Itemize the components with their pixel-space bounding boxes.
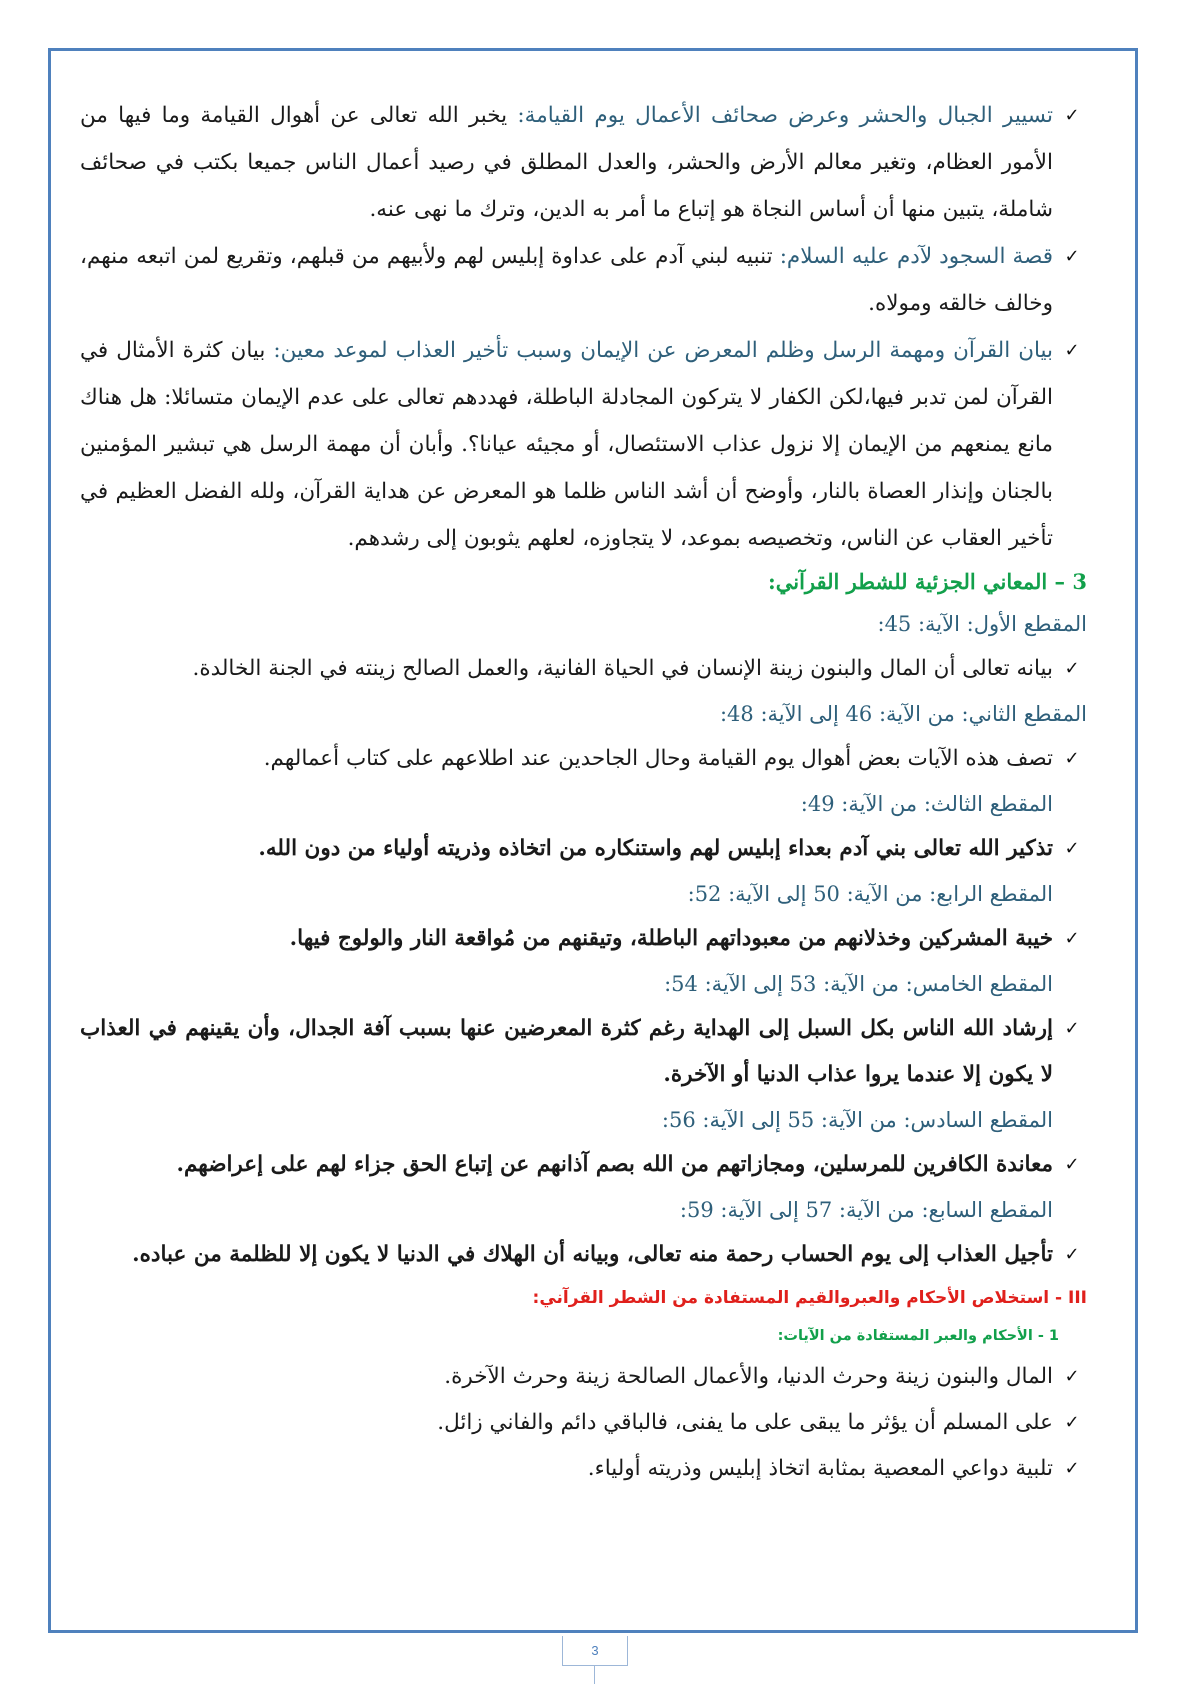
check-icon: ✓ bbox=[1064, 105, 1080, 126]
check-icon: ✓ bbox=[1064, 928, 1080, 949]
segment-item bbox=[80, 646, 1087, 692]
check-icon: ✓ bbox=[1064, 838, 1080, 859]
lesson-item bbox=[80, 1400, 1087, 1446]
segment-text: تذكير الله تعالى بني آدم بعداء إبليس لهم واستنكاره من اتخاذه وذريته أولياء من دون الله. bbox=[258, 836, 1053, 861]
check-icon: ✓ bbox=[1064, 246, 1080, 267]
segment-item bbox=[80, 1006, 1087, 1098]
item-body: تنبيه لبني آدم على عداوة إبليس لهم ولأبيهم من قبلهم، وتقريع لمن اتبعه منهم، وخالف خالقه ومولاه. bbox=[80, 244, 1053, 316]
list-item bbox=[80, 327, 1087, 562]
segment-label: المقطع الثالث: من الآية: 49: bbox=[800, 792, 1053, 816]
item-lead: بيان القرآن ومهمة الرسل وظلم المعرض عن الإيمان وسبب تأخير العذاب لموعد معين: bbox=[273, 338, 1053, 363]
page-number-connector bbox=[594, 1666, 595, 1684]
check-icon: ✓ bbox=[1064, 1018, 1080, 1039]
segment-text: تصف هذه الآيات بعض أهوال يوم القيامة وحال الجاحدين عند اطلاعهم على كتاب أعمالهم. bbox=[263, 746, 1053, 771]
lesson-text: على المسلم أن يؤثر ما يبقى على ما يفنى، فالباقي دائم والفاني زائل. bbox=[437, 1410, 1053, 1435]
item-body: يخبر الله تعالى عن أهوال القيامة وما فيها من الأمور العظام، وتغير معالم الأرض والحشر، والعدل المطلق في رصيد أعمال الناس جميعا بكتب في صحائف شاملة، يتبين منها أن أساس النجاة هو إتباع ما أمر به الدين، وترك ما نهى عنه. bbox=[80, 103, 1053, 222]
subsection-1-heading: 1 - الأحكام والعبر المستفادة من الآيات: bbox=[777, 1328, 1059, 1344]
page-content bbox=[80, 92, 1087, 1492]
item-body: بيان كثرة الأمثال في القرآن لمن تدبر فيها،لكن الكفار لا يتركون المجادلة الباطلة، فهددهم تعالى على عدم الإيمان متسائلا: هل هناك مانع يمنعهم من الإيمان إلا نزول عذاب الاستئصال، أو مجيئه عيانا؟. وأبان أن مهمة الرسل هي تبشير المؤمنين بالجنان وإنذار العصاة بالنار، وأوضح أن أشد الناس ظلما هو المعرض عن هداية القرآن، ولله الفضل العظيم في تأخير العقاب عن الناس، وتخصيصه بموعد، لا يتجاوزه، لعلهم يثوبون إلى رشدهم. bbox=[80, 338, 1053, 551]
lesson-item bbox=[80, 1354, 1087, 1400]
check-icon: ✓ bbox=[1064, 1154, 1080, 1175]
check-icon: ✓ bbox=[1064, 658, 1080, 679]
segment-text: معاندة الكافرين للمرسلين، ومجازاتهم من الله بصم آذانهم عن إتباع الحق جزاء لهم على إعراضهم. bbox=[176, 1152, 1053, 1177]
segment-label: المقطع الرابع: من الآية: 50 إلى الآية: 52: bbox=[687, 882, 1053, 906]
segment-item bbox=[80, 916, 1087, 962]
segment-text: تأجيل العذاب إلى يوم الحساب رحمة منه تعالى، وبيانه أن الهلاك في الدنيا لا يكون إلا للظلمة من عباده. bbox=[132, 1242, 1053, 1267]
section-3-heading: 3 – المعاني الجزئية للشطر القرآني: bbox=[767, 569, 1087, 594]
check-icon: ✓ bbox=[1064, 748, 1080, 769]
check-icon: ✓ bbox=[1064, 1412, 1080, 1433]
segment-text: إرشاد الله الناس بكل السبل إلى الهداية رغم كثرة المعرضين عنها بسبب آفة الجدال، وأن يقينهم في العذاب لا يكون إلا عندما يروا عذاب الدنيا أو الآخرة. bbox=[80, 1016, 1053, 1087]
segment-label: المقطع الثاني: من الآية: 46 إلى الآية: 48: bbox=[719, 702, 1087, 726]
check-icon: ✓ bbox=[1064, 1458, 1080, 1479]
lesson-text: تلبية دواعي المعصية بمثابة اتخاذ إبليس وذريته أولياء. bbox=[587, 1456, 1053, 1481]
segment-item bbox=[80, 1142, 1087, 1188]
lesson-text: المال والبنون زينة وحرث الدنيا، والأعمال الصالحة زينة وحرث الآخرة. bbox=[444, 1364, 1053, 1389]
section-iii-heading: III - استخلاص الأحكام والعبروالقيم المستفادة من الشطر القرآني: bbox=[532, 1288, 1087, 1308]
list-item bbox=[80, 233, 1087, 327]
lesson-item bbox=[80, 1446, 1087, 1492]
check-icon: ✓ bbox=[1064, 1244, 1080, 1265]
segment-text: خيبة المشركين وخذلانهم من معبوداتهم الباطلة، وتيقنهم من مُواقعة النار والولوج فيها. bbox=[289, 926, 1053, 951]
segment-text: بيانه تعالى أن المال والبنون زينة الإنسان في الحياة الفانية، والعمل الصالح زينته في الجنة الخالدة. bbox=[192, 656, 1053, 681]
segment-item bbox=[80, 826, 1087, 872]
segment-label: المقطع السادس: من الآية: 55 إلى الآية: 56: bbox=[661, 1108, 1053, 1132]
check-icon: ✓ bbox=[1064, 1366, 1080, 1387]
segment-label: المقطع الأول: الآية: 45: bbox=[877, 612, 1087, 636]
page-number: 3 bbox=[562, 1636, 628, 1666]
list-item bbox=[80, 92, 1087, 233]
segment-label: المقطع الخامس: من الآية: 53 إلى الآية: 54: bbox=[664, 972, 1053, 996]
item-lead: قصة السجود لآدم عليه السلام: bbox=[779, 244, 1053, 269]
segment-item bbox=[80, 736, 1087, 782]
segment-label: المقطع السابع: من الآية: 57 إلى الآية: 59: bbox=[679, 1198, 1053, 1222]
item-lead: تسيير الجبال والحشر وعرض صحائف الأعمال يوم القيامة: bbox=[517, 103, 1053, 128]
check-icon: ✓ bbox=[1064, 340, 1080, 361]
segment-item bbox=[80, 1232, 1087, 1278]
